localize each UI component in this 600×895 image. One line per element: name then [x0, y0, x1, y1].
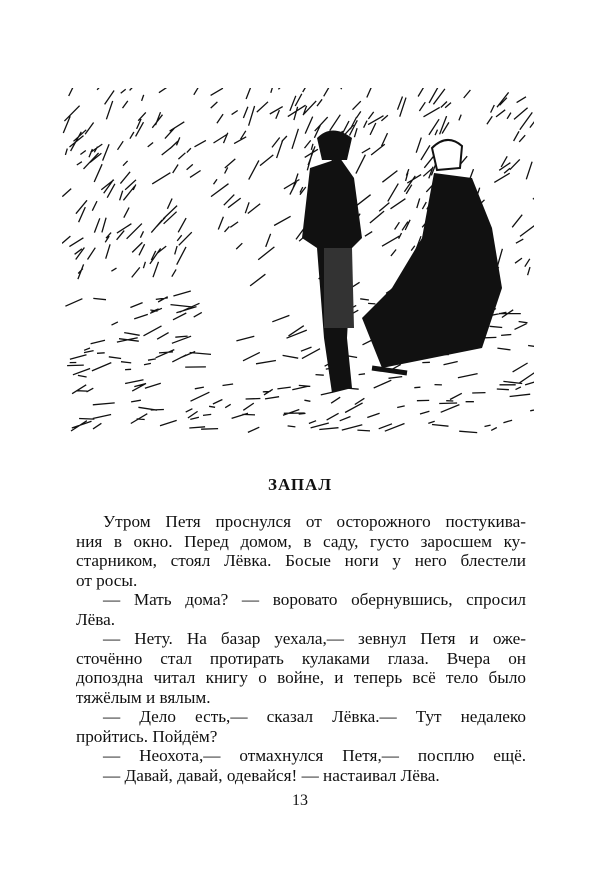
text-line: Лёва.	[76, 609, 116, 629]
text-line: допоздна читал книгу о войне, и теперь всё тело было	[76, 668, 526, 687]
text-line: — Давай, давай, одевайся! — настаивал Лёва.	[103, 765, 440, 785]
text-line: ния в окно. Перед домом, в саду, густо заросшем ку-	[76, 531, 526, 551]
text-line: — Мать дома? — воровато обернувшись, спросил	[103, 590, 526, 609]
text-line: сточённо стал протирать кулаками глаза. Вчера он	[76, 648, 526, 668]
text-line: — Нету. На базар уехала,— зевнул Петя и оже-	[103, 629, 526, 648]
text-line: — Неохота,— отмахнулся Петя,— посплю ещё.	[103, 746, 526, 765]
chapter-title: ЗАПАЛ	[268, 475, 332, 494]
text-line: старником, стоял Лёвка. Босые ноги у него блестели	[76, 551, 526, 570]
text-line: от росы.	[76, 570, 138, 590]
page-number: 13	[292, 792, 308, 809]
text-line: Утром Петя проснулся от осторожного постукива-	[103, 512, 526, 531]
text-line: тяжёлым и вялым.	[76, 687, 211, 707]
illustration-boys-in-garden	[62, 88, 534, 443]
text-line: пройтись. Пойдём?	[76, 726, 218, 746]
text-line: — Дело есть,— сказал Лёвка.— Тут недалеко	[103, 707, 526, 726]
